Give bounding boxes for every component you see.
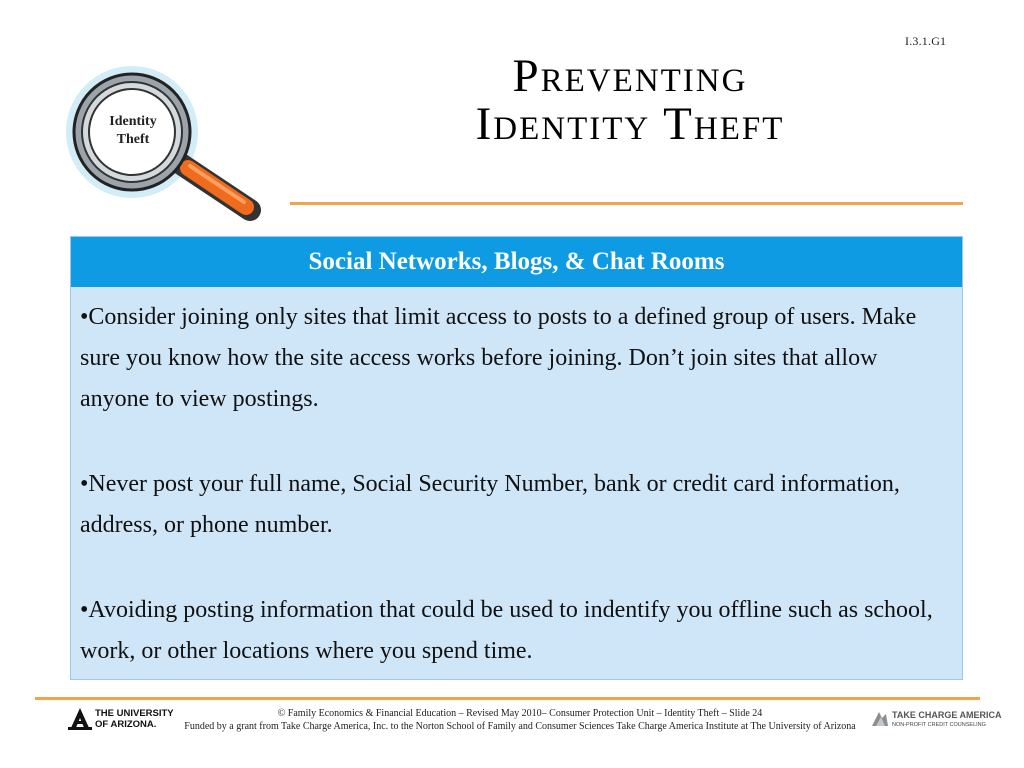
bullet-item: •Consider joining only sites that limit access to posts to a defined group of users. Make sure you know how the site access works before joining. Don’t join sites that allow anyone to view postings. <box>80 304 917 412</box>
tca-name: TAKE CHARGE AMERICA <box>892 710 1002 720</box>
footer-copyright: © Family Economics & Financial Education – Revised May 2010– Consumer Protection Unit – Identity Theft – Slide 24 <box>277 708 763 719</box>
university-logo-icon <box>68 706 92 732</box>
magnifying-glass-badge <box>60 60 270 230</box>
tca-text <box>892 710 1002 730</box>
university-name-line2: OF ARIZONA. <box>95 719 157 730</box>
bullet-item: •Never post your full name, Social Security Number, bank or credit card information, address, or phone number. <box>80 471 900 538</box>
university-logo <box>68 706 174 732</box>
university-name-line1: THE UNIVERSITY <box>95 708 174 719</box>
footer-funding: Funded by a grant from Take Charge America, Inc. to the Norton School of Family and Consumer Sciences Take Charge America Institute at The University of Arizona <box>184 721 856 732</box>
page-title <box>330 52 930 148</box>
badge-label-line1: Identity <box>109 114 157 129</box>
footer-text <box>160 707 880 733</box>
slide-id: I.3.1.G1 <box>905 34 947 48</box>
take-charge-america-logo <box>870 708 1002 734</box>
footer-divider <box>35 697 980 700</box>
panel-header: Social Networks, Blogs, & Chat Rooms <box>71 237 962 287</box>
content-panel <box>70 236 963 680</box>
page-title-line2: Identity Theft <box>475 98 785 150</box>
title-divider <box>290 202 963 205</box>
badge-label <box>98 113 168 149</box>
badge-label-line2: Theft <box>116 132 150 147</box>
panel-body <box>71 287 962 672</box>
bullet-item: •Avoiding posting information that could be used to indentify you offline such as school, work, or other locations where you spend time. <box>80 597 933 664</box>
tca-tagline: NON-PROFIT CREDIT COUNSELING <box>892 722 986 728</box>
page-title-line1: Preventing <box>512 50 748 102</box>
take-charge-america-logo-icon <box>870 708 890 730</box>
